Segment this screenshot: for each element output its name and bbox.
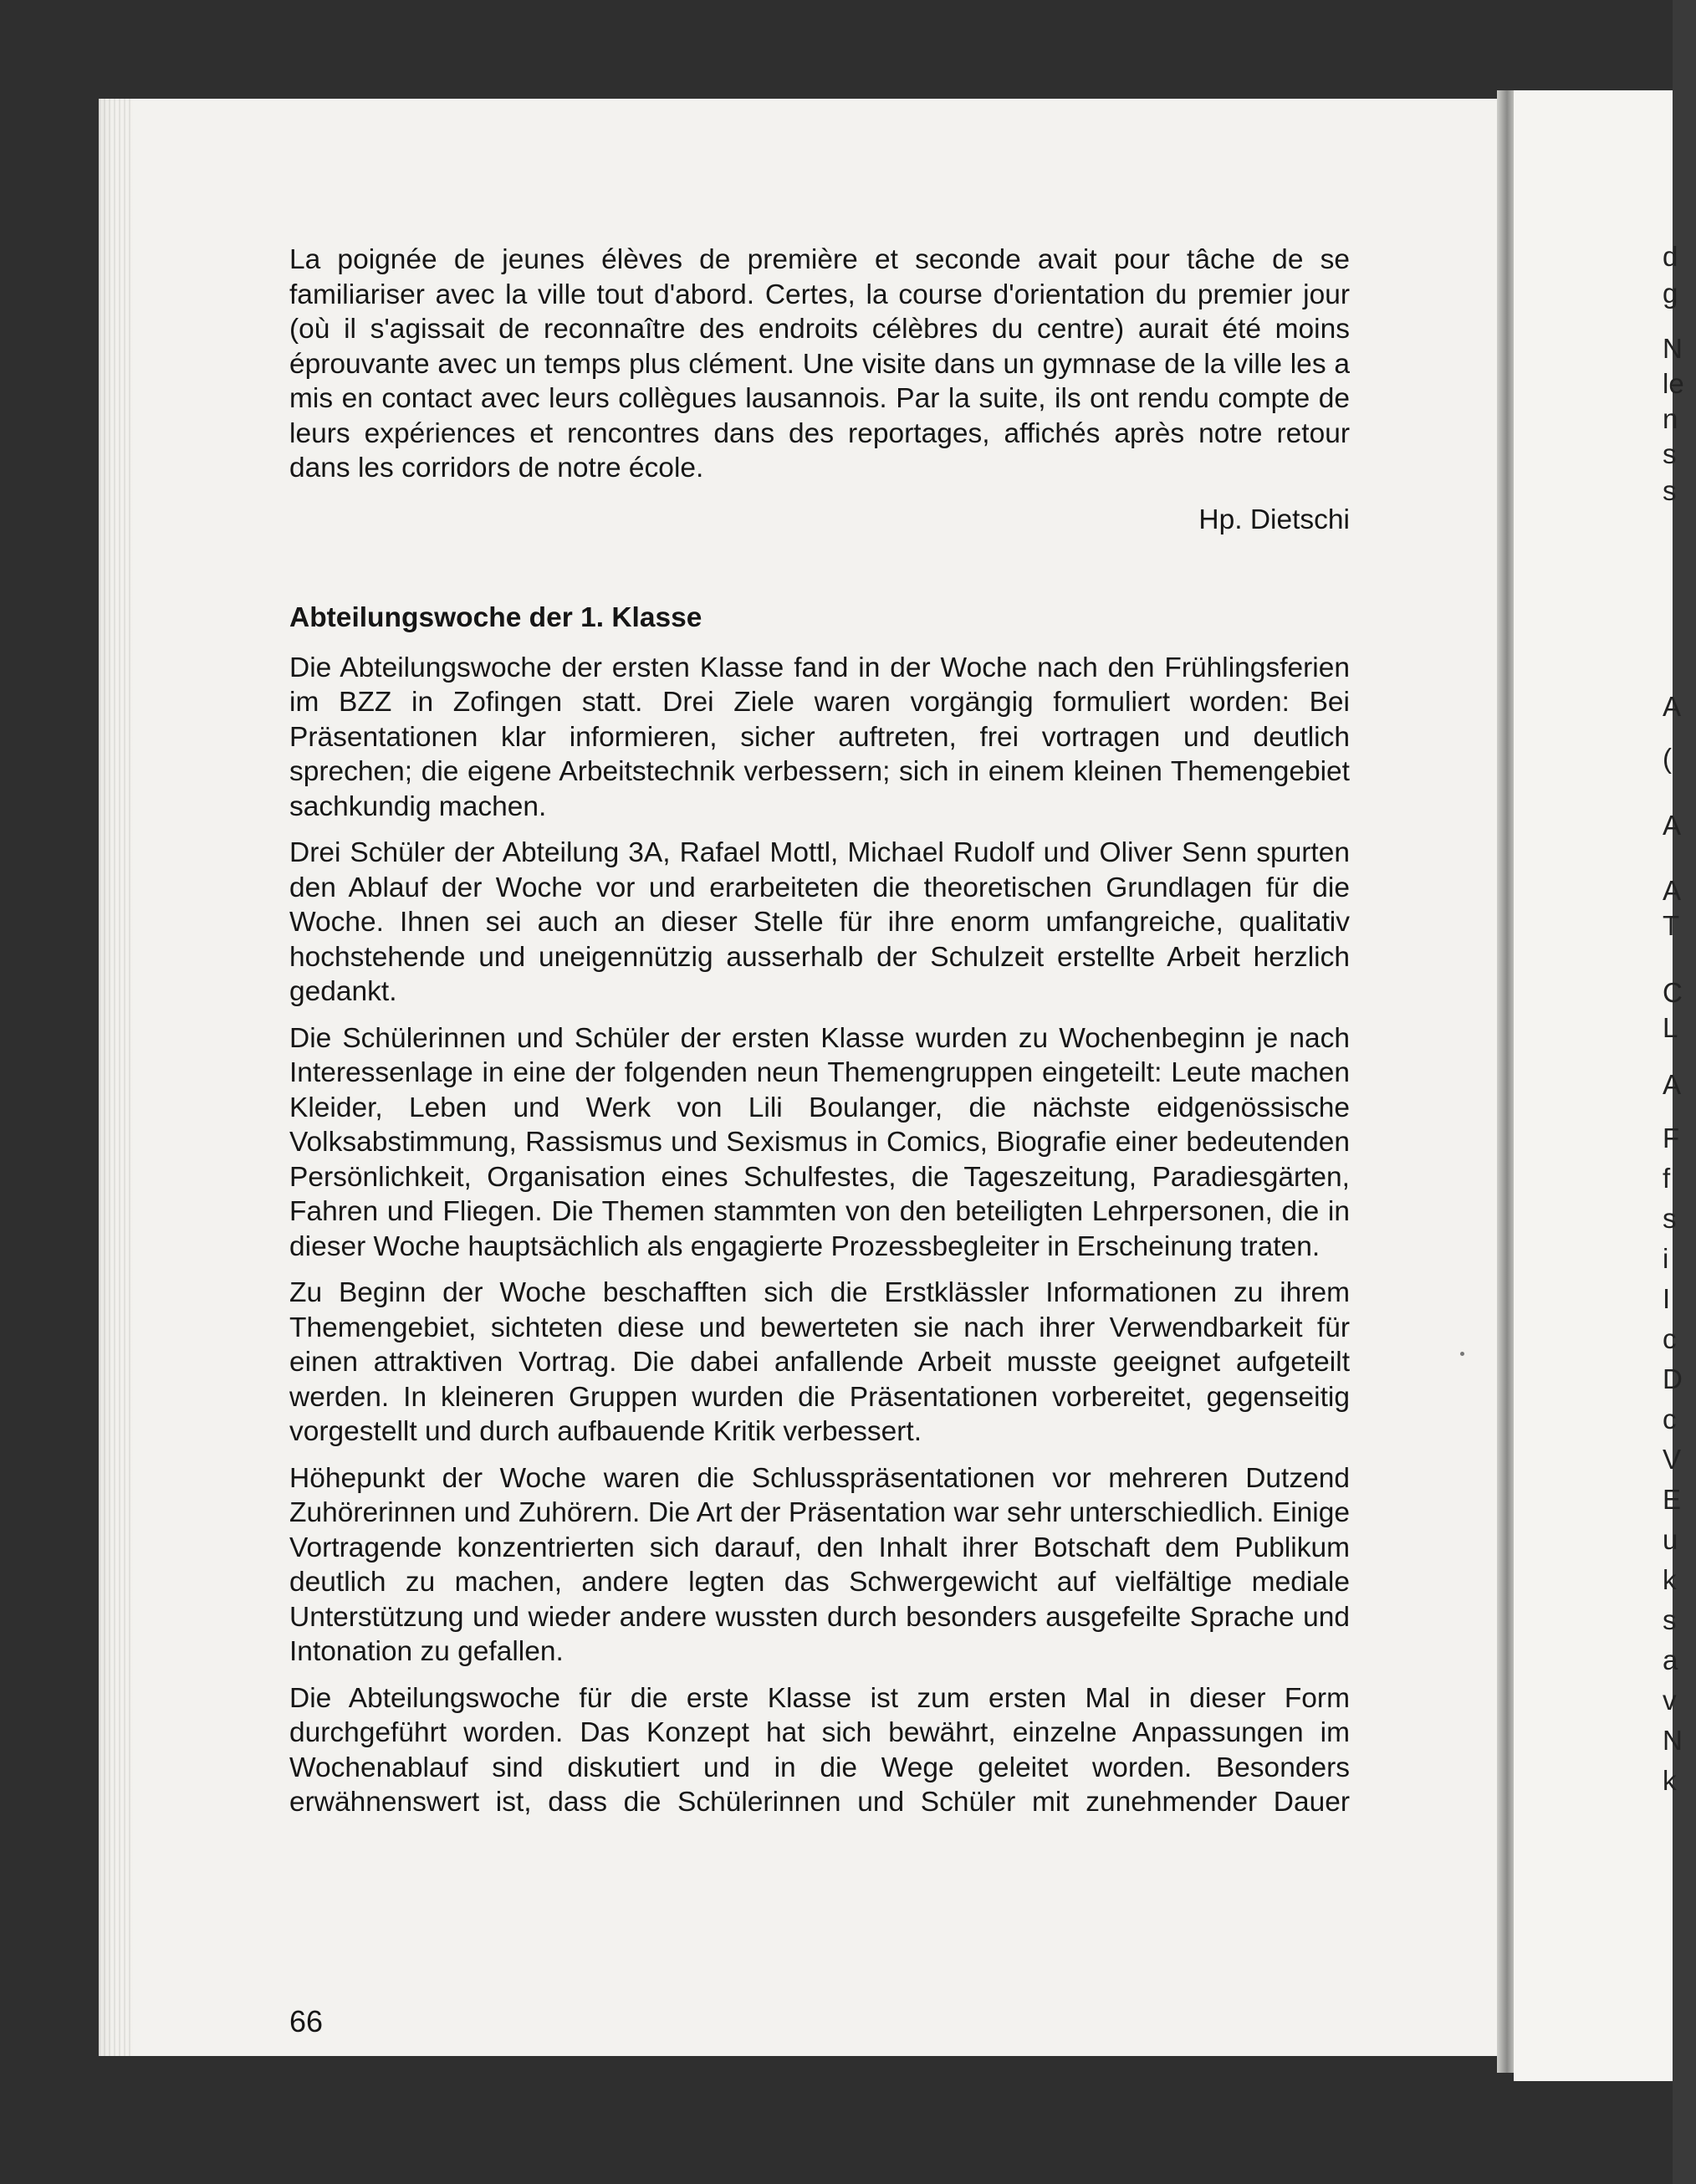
right-page-letter: c — [1663, 1404, 1677, 1435]
right-page-letter: C — [1663, 977, 1683, 1008]
right-page-letter: ( — [1663, 743, 1672, 774]
right-page — [1514, 90, 1684, 2081]
right-page-letter: s — [1663, 475, 1677, 506]
french-paragraph: La poignée de jeunes élèves de première et seconde avait pour tâche de se familiariser avec la ville tout d'abord. Certes, la course d'orientation du premier jour (où il s'agissait de reconnaître des endroits célèbres du centre) aurait été moins éprouvante avec un temps plus clément. Une visite dans un gymnase de la ville les a mis en contact avec leurs collègues lausannois. Par la suite, ils ont rendu compte de leurs expériences et rencontres dans des reportages, affichés après notre retour dans les corridors de notre école. — [289, 244, 1350, 483]
right-page-letter: a — [1663, 1644, 1678, 1675]
speck-mark — [1460, 1352, 1464, 1356]
right-page-letter: A — [1663, 1069, 1682, 1100]
page-edge-stack — [99, 99, 132, 2056]
right-page-letter: f — [1663, 1163, 1671, 1194]
right-page-letter: E — [1663, 1484, 1682, 1515]
right-page-letter: k — [1663, 1564, 1677, 1595]
right-page-letter: A — [1663, 875, 1682, 906]
right-page-letter: v — [1663, 1685, 1677, 1716]
right-page-letter: s — [1663, 1604, 1677, 1635]
right-page-letter: V — [1663, 1444, 1682, 1475]
right-page-letter: F — [1663, 1123, 1680, 1153]
book-gutter — [1497, 90, 1514, 2073]
paragraph-3: Die Schülerinnen und Schüler der ersten Klasse wurden zu Wochenbeginn je nach Interessenlage in eine der folgenden neun Themengruppen eingeteilt: Leute machen Kleider, Leben und Werk von Lili Boulanger, die nächste eidgenössische Volksabstimmung, Rassismus und Sexismus in Comics, Biografie einer bedeutenden Persönlichkeit, Organisation eines Schulfestes, die Tageszeitung, Paradiesgärten, Fahren und Fliegen. Die Themen stammten von den beteiligten Lehrpersonen, die in dieser Woche hauptsächlich als engagierte Prozessbegleiter in Erscheinung traten. — [289, 1022, 1350, 1262]
right-page-letter: n — [1663, 403, 1678, 434]
page-number: 66 — [289, 2004, 324, 2038]
right-page-letter: N — [1663, 333, 1683, 364]
right-page-letter: A — [1663, 691, 1682, 722]
right-page-letter: T — [1663, 910, 1680, 941]
paragraph-6: Die Abteilungswoche für die erste Klasse ist zum ersten Mal in dieser Form durchgeführt worden. Das Konzept hat sich bewährt, einzelne Anpassungen im Wochenablauf sind diskutiert und in die Wege geleitet worden. Besonders erwähnenswert ist, dass die Schülerinnen und Schüler mit zunehmender Dauer — [289, 1682, 1350, 1818]
right-page-letter: L — [1663, 1012, 1678, 1043]
right-page-letter: g — [1663, 278, 1678, 309]
right-page-letter: u — [1663, 1524, 1678, 1555]
right-page-letter: D — [1663, 1363, 1683, 1394]
right-page-letter: s — [1663, 438, 1677, 469]
right-page-letter: d — [1663, 241, 1678, 272]
section-heading: Abteilungswoche der 1. Klasse — [289, 602, 702, 633]
right-page-letter: s — [1663, 1203, 1677, 1234]
right-page-letter: I — [1663, 1283, 1671, 1314]
right-page-letter: N — [1663, 1725, 1683, 1756]
right-page-letter: i — [1663, 1243, 1669, 1274]
right-page-letter: k — [1663, 1765, 1677, 1796]
author-signature: Hp. Dietschi — [1198, 504, 1350, 535]
paragraph-5: Höhepunkt der Woche waren die Schlusspräsentationen vor mehreren Dutzend Zuhörerinnen und Zuhörern. Die Art der Präsentation war sehr unterschiedlich. Einige Vortragende konzentrierten sich darauf, den Inhalt ihrer Botschaft dem Publikum deutlich zu machen, andere legten das Schwergewicht auf vielfältige mediale Unterstützung und wieder andere wussten durch besonders ausgefeilte Sprache und Intonation zu gefallen. — [289, 1462, 1350, 1667]
right-page-letter: A — [1663, 810, 1682, 841]
right-page-letter: c — [1663, 1323, 1677, 1354]
text-column — [289, 243, 1350, 1820]
paragraph-1: Die Abteilungswoche der ersten Klasse fand in der Woche nach den Frühlingsferien im BZZ in Zofingen statt. Drei Ziele waren vorgängig formuliert worden: Bei Präsentationen klar informieren, sicher auftreten, frei vortragen und deutlich sprechen; die eigene Arbeitstechnik verbessern; sich in einem kleinen Themengebiet sachkundig machen. — [289, 652, 1350, 822]
right-page-letter: le — [1663, 368, 1684, 399]
paragraph-2: Drei Schüler der Abteilung 3A, Rafael Mottl, Michael Rudolf und Oliver Senn spurten den Ablauf der Woche vor und erarbeiteten die theoretischen Grundlagen für die Woche. Ihnen sei auch an dieser Stelle für ihre enorm umfangreiche, qualitativ hochstehende und uneigennützig ausserhalb der Schulzeit erstellte Arbeit herzlich gedankt. — [289, 837, 1350, 1007]
paragraph-4: Zu Beginn der Woche beschafften sich die Erstklässler Informationen zu ihrem Themengebiet, sichteten diese und bewerteten sie nach ihrer Verwendbarkeit für einen attraktiven Vortrag. Die dabei anfallende Arbeit musste geeignet aufgeteilt werden. In kleineren Gruppen wurden die Präsentationen vorbereitet, gegenseitig vorgestellt und durch aufbauende Kritik verbessert. — [289, 1277, 1350, 1447]
right-page-cut-off-text — [1663, 90, 1696, 2081]
